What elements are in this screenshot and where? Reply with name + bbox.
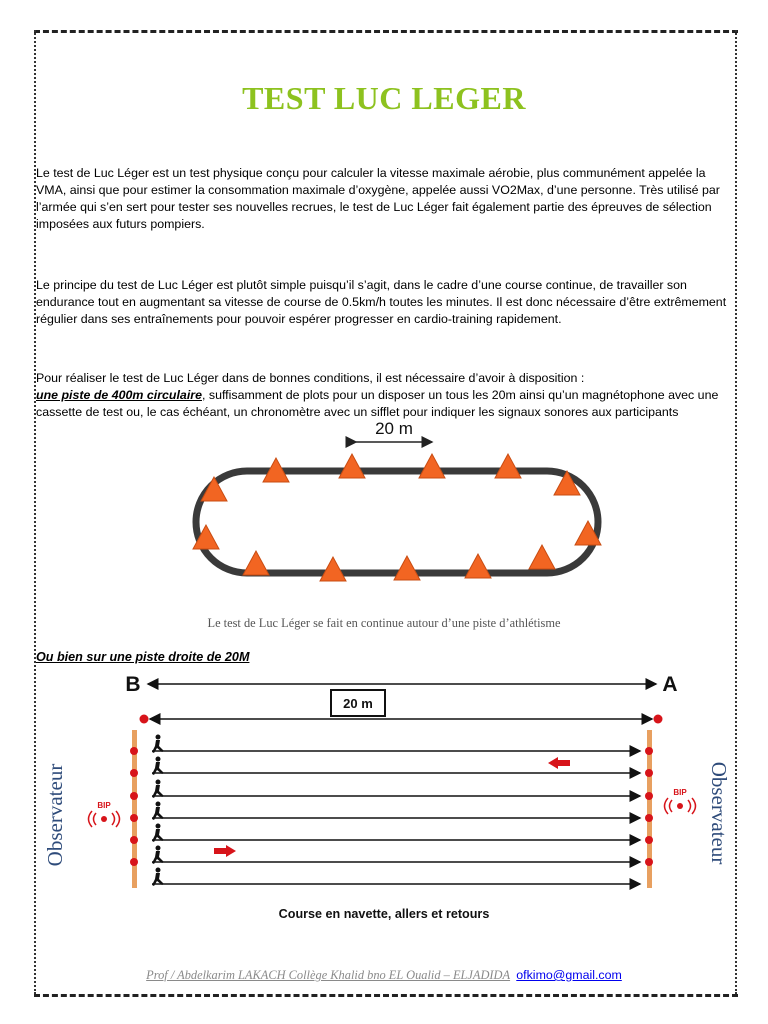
runner-icon-3 xyxy=(152,780,164,799)
cone-3 xyxy=(495,454,521,478)
bip-left-icon xyxy=(89,801,120,827)
page-footer xyxy=(0,968,768,983)
runner-icons xyxy=(152,735,164,887)
paragraph-principle: Le principe du test de Luc Léger est plutôt simple puisqu’il s’agit, dans le cadre d’une course continue, de travailler son endurance tout en augmentant sa vitesse de course de 0.5km/h toutes les minutes. Il est donc nécessaire d’être extrêmement régulier dans ses entraînements pour pouvoir espérer progresser en cardio-training rapidement. xyxy=(36,278,727,326)
cone-10 xyxy=(243,551,269,575)
runner-icon-1 xyxy=(152,735,164,754)
direction-right-arrow-icon xyxy=(214,845,236,857)
runner-icon-6 xyxy=(152,846,164,865)
cone-2 xyxy=(419,454,445,478)
endpoint-marker-left xyxy=(140,715,149,724)
track-distance-label: 20 m xyxy=(375,419,413,438)
svg-text:BIP: BIP xyxy=(673,788,687,797)
page-title: TEST LUC LEGER xyxy=(242,80,526,116)
paragraph-requirements xyxy=(36,370,736,421)
runner-icon-5 xyxy=(152,824,164,843)
page-border-top xyxy=(34,30,738,33)
runner-icon-7 xyxy=(152,868,164,887)
endpoint-marker-right xyxy=(654,715,663,724)
requirements-intro: Pour réaliser le test de Luc Léger dans de bonnes conditions, il est nécessaire d’avoir à disposition : xyxy=(36,371,585,385)
paragraph-intro: Le test de Luc Léger est un test physique conçu pour calculer la vitesse maximale aérobie, plus communément appelée la VMA, ainsi que pour estimer la consommation maximale d’oxygène, appelée aussi VO2Max, d’une personne. Très utilisé par l’armée qui s’en sert pour tester ses nouvelles recrues, le test de Luc Léger fait également partie des épreuves de sélection imposées aux futurs pompiers. xyxy=(36,166,720,231)
requirements-rest: , suffisamment de plots pour un disposer un tous les 20m ainsi qu’un magnétophone avec une cassette de test ou, le cas échéant, un chronomètre avec un sifflet pour indiquer les signaux sonores aux participants xyxy=(36,388,719,419)
shuttle-caption: Course en navette, allers et retours xyxy=(278,907,490,921)
observer-left-label: Observateur xyxy=(43,763,67,867)
footer-author: Prof / Abdelkarim LAKACH Collège Khalid bno EL Oualid – ELJADIDA xyxy=(146,968,511,982)
page-border-bottom xyxy=(34,994,738,997)
point-a-label: A xyxy=(662,673,678,696)
shuttle-run-diagram xyxy=(0,665,768,925)
bip-right-icon xyxy=(665,788,696,814)
point-b-label: B xyxy=(125,673,141,696)
track-caption: Le test de Luc Léger se fait en continue autour d’une piste d’athlétisme xyxy=(207,616,561,630)
direction-left-arrow-icon xyxy=(548,757,570,769)
cone-12 xyxy=(320,557,346,581)
lane-arrows xyxy=(152,751,640,884)
svg-text:BIP: BIP xyxy=(97,801,111,810)
runner-icon-4 xyxy=(152,802,164,821)
footer-email-link[interactable]: ofkimo@gmail.com xyxy=(516,968,622,982)
runner-icon-2 xyxy=(152,757,164,776)
oval-track-diagram xyxy=(0,415,768,595)
cone-13 xyxy=(394,556,420,580)
cone-9 xyxy=(529,545,555,569)
shuttle-heading: Ou bien sur une piste droite de 20M xyxy=(36,650,250,664)
cone-11 xyxy=(465,554,491,578)
shuttle-distance-label: 20 m xyxy=(343,696,373,711)
cone-1 xyxy=(339,454,365,478)
observer-right-label: Observateur xyxy=(707,761,731,865)
requirements-track-highlight: une piste de 400m circulaire xyxy=(36,388,202,402)
